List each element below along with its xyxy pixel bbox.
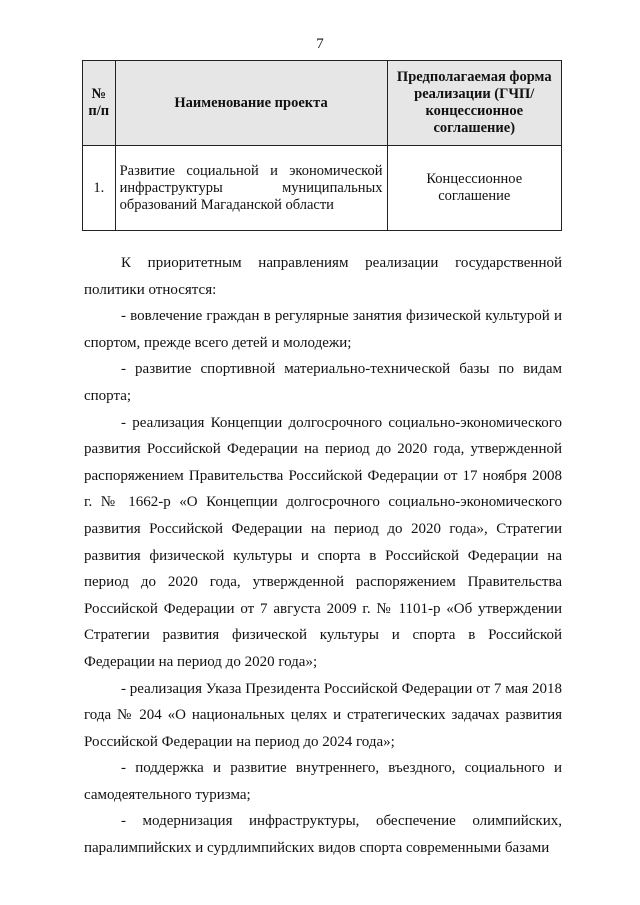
header-number: № п/п (83, 61, 116, 146)
list-item: - развитие спортивной материально-технической базы по видам спорта; (84, 361, 562, 404)
body-text (84, 250, 562, 862)
list-item: - реализация Концепции долгосрочного социально-экономического развития Российской Федерации на период до 2020 года, утвержденной распоряжением Правительства Российской Федерации от 17 ноября 2008 г. № 1662-р «О Концепции долгосрочного социально-экономического развития Российской Федерации на период до 2020 года», Стратегии развития физической культуры и спорта в Российской Федерации на период до 2020 года, утвержденной распоряжением Правительства Российской Федерации от 7 августа 2009 г. № 1101-р «Об утверждении Стратегии развития физической культуры и спорта в Российской Федерации на период до 2020 года»; (84, 414, 562, 670)
list-item: - модернизация инфраструктуры, обеспечение олимпийских, паралимпийских и сурдлимпийских видов спорта современными базами (84, 813, 562, 857)
list-item: - реализация Указа Президента Российской Федерации от 7 мая 2018 года № 204 «О национальных целях и стратегических задачах развития Российской Федерации на период до 2024 года»; (84, 680, 562, 750)
row-implementation-form: Концессионное соглашение (387, 146, 562, 231)
page-number: 7 (316, 36, 324, 52)
list-item: - поддержка и развитие внутреннего, въездного, социального и самодеятельного туризма; (84, 760, 562, 803)
projects-table (82, 60, 562, 231)
header-project-name: Наименование проекта (115, 61, 387, 146)
row-project-name: Развитие социальной и экономической инфраструктуры муниципальных образований Магаданской области (115, 146, 387, 231)
table-header-row (83, 61, 562, 146)
paragraph-intro: К приоритетным направлениям реализации государственной политики относятся: (84, 255, 562, 298)
header-implementation-form: Предполагаемая форма реализации (ГЧП/ концессионное соглашение) (387, 61, 562, 146)
list-item: - вовлечение граждан в регулярные занятия физической культурой и спортом, прежде всего детей и молодежи; (84, 308, 562, 351)
table-row (83, 146, 562, 231)
row-number: 1. (83, 146, 116, 231)
